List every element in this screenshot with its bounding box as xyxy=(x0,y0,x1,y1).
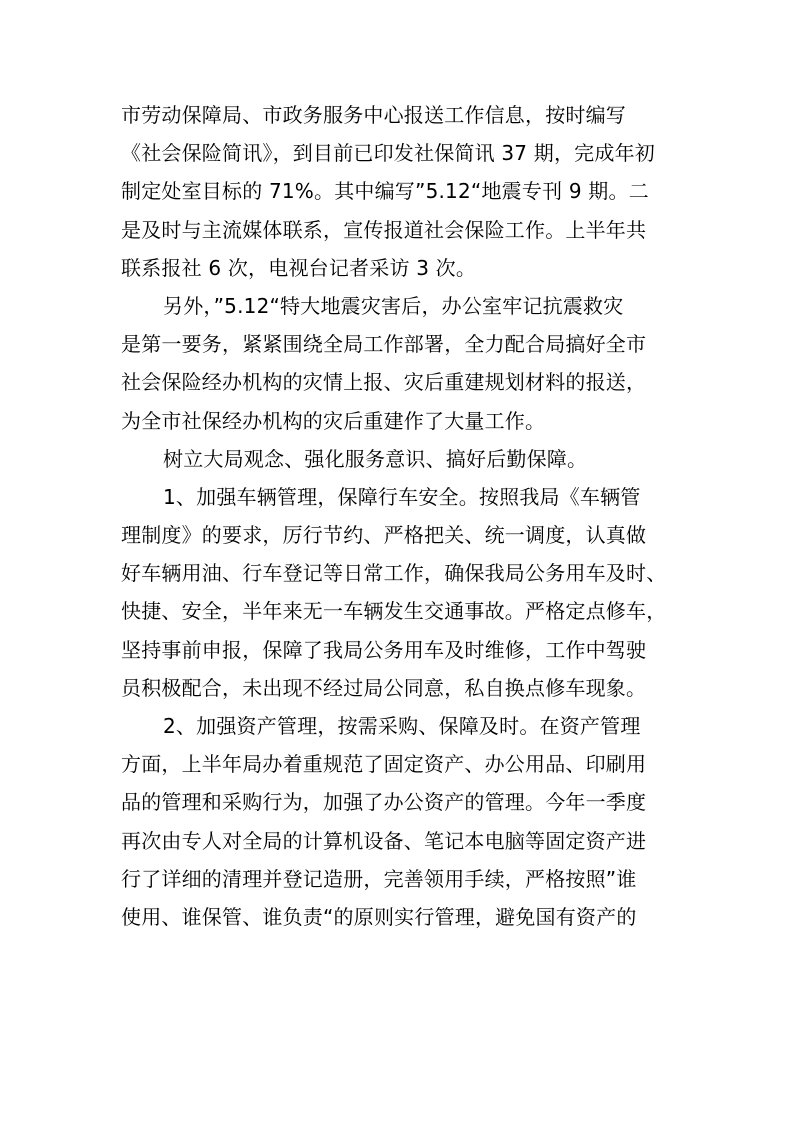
text-line: 员积极配合，未出现不经过局公同意，私自换点修车现象。 xyxy=(121,675,647,700)
document-body xyxy=(121,96,679,936)
text-line: 使用、谁保管、谁负责“的原则实行管理，避免国有资产的 xyxy=(121,904,637,929)
text-line: 再次由专人对全局的计算机设备、笔记本电脑等固定资产进 xyxy=(121,828,647,853)
text-line: 2、加强资产管理，按需采购、保障及时。在资产管理 xyxy=(163,714,641,738)
text-line: 是第一要务，紧紧围绕全局工作部署，全力配合局搞好全市 xyxy=(121,332,647,357)
text-line: 为全市社保经办机构的灾后重建作了大量工作。 xyxy=(121,408,546,433)
paragraph-asset-management xyxy=(121,707,679,936)
section-heading: 树立大局观念、强化服务意识、搞好后勤保障。 xyxy=(163,446,588,471)
text-line: 联系报社 6 次，电视台记者采访 3 次。 xyxy=(121,255,477,280)
paragraph-earthquake-relief xyxy=(121,287,679,440)
text-line: 《社会保险简讯》，到目前已印发社保简讯 37 期，完成年初 xyxy=(121,141,655,166)
text-line: 坚持事前申报，保障了我局公务用车及时维修，工作中驾驶 xyxy=(121,637,647,662)
text-line: 1、加强车辆管理，保障行车安全。按照我局《车辆管 xyxy=(163,484,641,509)
text-line: 社会保险经办机构的灾情上报、灾后重建规划材料的报送， xyxy=(121,370,647,395)
paragraph-info-reporting xyxy=(121,96,679,287)
text-line: 品的管理和采购行为，加强了办公资产的管理。今年一季度 xyxy=(121,790,647,815)
text-line: 好车辆用油、行车登记等日常工作，确保我局公务用车及时、 xyxy=(121,561,667,586)
text-line: 行了详细的清理并登记造册，完善领用手续，严格按照”谁 xyxy=(121,866,637,891)
text-line: 另外，”5.12“特大地震灾害后，办公室牢记抗震救灾 xyxy=(163,293,624,318)
text-line: 市劳动保障局、市政务服务中心报送工作信息，按时编写 xyxy=(121,103,626,127)
text-line: 理制度》的要求，厉行节约、严格把关、统一调度，认真做 xyxy=(121,523,647,548)
paragraph-vehicle-management xyxy=(121,478,679,707)
section-heading-logistics xyxy=(121,440,679,478)
text-line: 方面，上半年局办着重规范了固定资产、办公用品、印刷用 xyxy=(121,752,647,777)
text-line: 快捷、安全，半年来无一车辆发生交通事故。严格定点修车， xyxy=(121,599,667,624)
text-line: 制定处室目标的 71%。其中编写”5.12“地震专刊 9 期。二 xyxy=(121,179,649,204)
text-line: 是及时与主流媒体联系，宣传报道社会保险工作。上半年共 xyxy=(121,217,647,242)
